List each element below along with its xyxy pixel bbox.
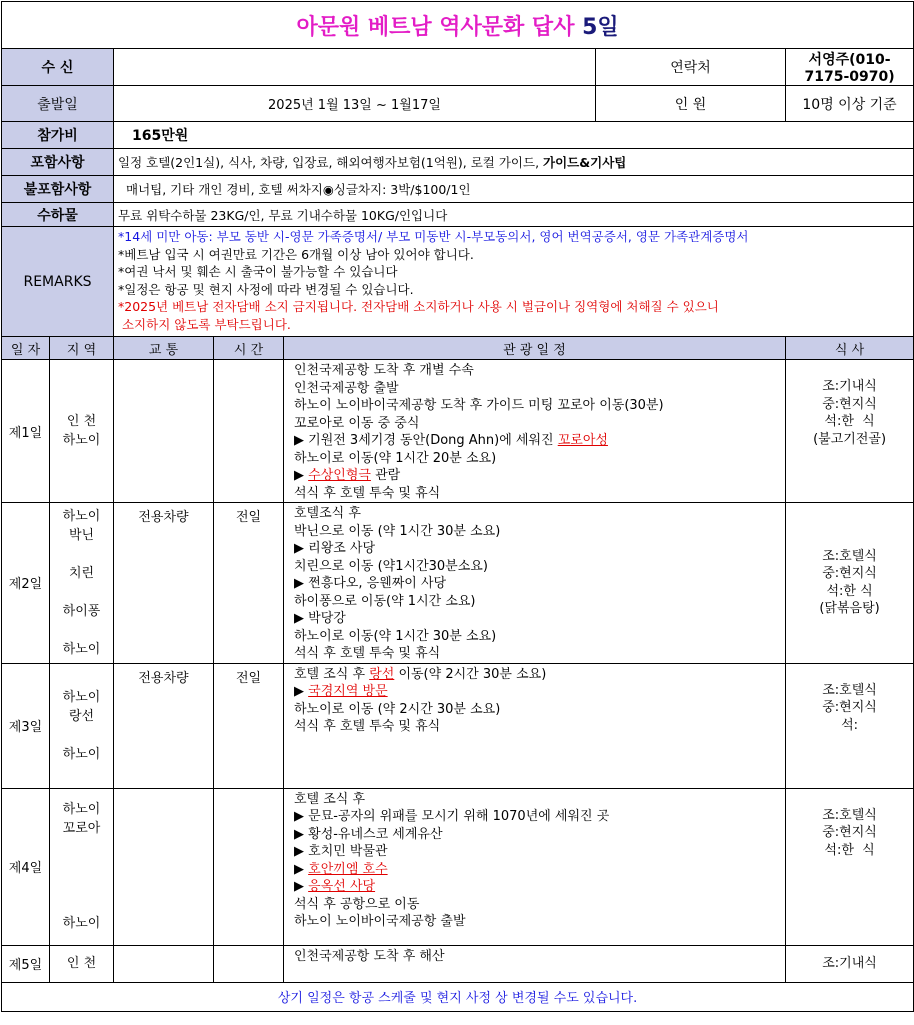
- contact-label: 연락처: [596, 49, 786, 86]
- region-name: 하노이: [62, 508, 101, 524]
- region-name: 박닌: [68, 527, 95, 543]
- schedule-item: [294, 450, 781, 468]
- excluded-value: 매너팁, 기타 개인 경비, 호텔 써차지◉싱글차지: 3박/$100/1인: [114, 176, 914, 203]
- day-time: 전일: [214, 663, 284, 788]
- schedule-text: 치린으로 이동 (약1시간30분소요): [294, 558, 488, 574]
- day-schedule: [284, 503, 786, 664]
- schedule-item: [294, 380, 781, 398]
- baggage-value: 무료 위탁수하물 23KG/인, 무료 기내수하물 10KG/인입니다: [114, 203, 914, 227]
- column-header-day: 일 자: [2, 337, 50, 360]
- schedule-item: [294, 791, 781, 809]
- recipient-value: [114, 49, 596, 86]
- included-value: [114, 149, 914, 176]
- schedule-highlight: 국경지역 방문: [308, 684, 388, 699]
- meal-item: 석:: [841, 717, 859, 733]
- day-schedule: [284, 945, 786, 982]
- schedule-text: 인천국제공항 출발: [294, 380, 399, 396]
- remark-line: *일정은 항공 및 현지 사정에 따라 변경될 수 있습니다.: [118, 281, 414, 297]
- meal-item: 석:한 식: [826, 583, 873, 599]
- remarks-list: [114, 227, 914, 337]
- people-value: 10명 이상 기준: [786, 86, 914, 122]
- remark-line: *14세 미만 아동: 부모 동반 시-영문 가족증명서/ 부모 미동반 시-부모동의서, 영어 번역공증서, 영문 가족관계증명서: [118, 229, 749, 244]
- schedule-text: ▶ 리왕조 사당: [294, 541, 376, 556]
- itinerary-document: [1, 1, 913, 1023]
- schedule-text: 인천국제공항 도착 후 개별 수속: [294, 363, 474, 378]
- day-time: [214, 360, 284, 503]
- day-transport: 전용차량: [114, 503, 214, 664]
- day-row: [2, 663, 914, 788]
- schedule-text: 호텔 조식 후: [294, 791, 366, 807]
- schedule-item: [294, 666, 781, 684]
- document-title: [2, 2, 914, 49]
- schedule-text-after: 이동(약 2시간 30분 소요): [394, 666, 547, 682]
- schedule-item: [294, 540, 781, 558]
- region-name: [54, 876, 109, 895]
- day-transport: 전용차량: [114, 663, 214, 788]
- schedule-item: [294, 523, 781, 541]
- schedule-item: [294, 575, 781, 593]
- day-transport: [114, 788, 214, 945]
- region-name: 꼬로아: [62, 821, 101, 836]
- region-name: 하노이: [62, 802, 101, 817]
- region-name: 랑선: [68, 708, 95, 724]
- meal-item: 조:기내식: [822, 379, 877, 394]
- schedule-item: [294, 558, 781, 576]
- column-header-time: 시 간: [214, 337, 284, 360]
- region-name: 치린: [68, 565, 95, 581]
- schedule-item: [294, 645, 781, 663]
- schedule-text: ▶ 황성-유네스코 세계유산: [294, 826, 443, 842]
- schedule-item: [294, 485, 781, 503]
- region-name: 인 천: [66, 414, 97, 429]
- day-time: [214, 945, 284, 982]
- day-row: [2, 360, 914, 503]
- region-name: 하노이: [62, 689, 101, 705]
- schedule-text: 하노이로 이동(약 1시간 20분 소요): [294, 450, 497, 466]
- baggage-label: 수하물: [2, 203, 114, 227]
- day-row: [2, 945, 914, 982]
- schedule-item: [294, 432, 781, 450]
- day-regions: [50, 360, 114, 503]
- schedule-text: ▶ 박당강: [294, 611, 346, 626]
- departure-label: 출발일: [2, 86, 114, 122]
- region-name: [54, 857, 109, 876]
- column-header-transport: 교 통: [114, 337, 214, 360]
- remark-warning-line: 소지하지 않도록 부탁드립니다.: [118, 316, 291, 332]
- schedule-text: ▶ 기원전 3세기경 동안(Dong Ahn)에 세워진: [294, 433, 558, 448]
- day-label: 제4일: [2, 788, 50, 945]
- day-row: [2, 503, 914, 664]
- schedule-text: 하노이 노이바이국제공항 출발: [294, 914, 466, 929]
- day-schedule: [284, 788, 786, 945]
- schedule-item: [294, 467, 781, 485]
- departure-value: 2025년 1월 13일 ~ 1월17일: [114, 86, 596, 122]
- region-name: [54, 545, 109, 564]
- schedule-text: ▶: [294, 684, 309, 699]
- recipient-label: 수 신: [2, 49, 114, 86]
- remark-warning-line: *2025년 베트남 전자담배 소지 금지됩니다. 전자담배 소지하거나 사용 시 벌금이나 징역형에 처해질 수 있으니: [118, 299, 719, 314]
- day-label: 제5일: [2, 945, 50, 982]
- region-name: 하노이: [62, 641, 101, 657]
- schedule-item: [294, 878, 781, 896]
- meal-item: 석:한 식: [824, 842, 875, 858]
- people-label: 인 원: [596, 86, 786, 122]
- meal-item: 조:호텔식: [822, 548, 877, 564]
- region-name: [54, 838, 109, 857]
- schedule-text: 하노이로 이동(약 1시간 30분 소요): [294, 628, 497, 644]
- schedule-item: [294, 415, 781, 433]
- fee-label: 참가비: [2, 122, 114, 149]
- title-days: 5일: [582, 14, 619, 40]
- schedule-text-after: 관람: [370, 468, 401, 483]
- schedule-item: [294, 683, 781, 701]
- schedule-highlight: 랑선: [369, 666, 395, 682]
- included-bold-text: 가이드&기사팁: [543, 155, 627, 170]
- schedule-item: [294, 610, 781, 628]
- day-label: 제3일: [2, 663, 50, 788]
- schedule-text: ▶ 호치민 박물관: [294, 844, 388, 859]
- day-regions: [50, 788, 114, 945]
- schedule-text: ▶: [294, 879, 309, 894]
- day-meals: [786, 663, 914, 788]
- schedule-item: [294, 896, 781, 914]
- day-time: 전일: [214, 503, 284, 664]
- schedule-item: [294, 843, 781, 861]
- contact-value: 서영주(010-7175-0970): [786, 49, 914, 86]
- schedule-item: [294, 362, 781, 380]
- region-name: 하노이: [62, 916, 101, 931]
- schedule-highlight: 호안끼엠 호수: [308, 861, 388, 877]
- day-regions: [50, 945, 114, 982]
- schedule-text: 하노이 노이바이국제공항 도착 후 가이드 미팅 꼬로아 이동(30분): [294, 398, 664, 413]
- region-name: [54, 621, 109, 640]
- schedule-text: 꼬로아로 이동 중 중식: [294, 415, 420, 431]
- day-label: 제2일: [2, 503, 50, 664]
- day-regions: [50, 663, 114, 788]
- day-meals: [786, 945, 914, 982]
- remark-line: *여권 낙서 및 훼손 시 출국이 불가능할 수 있습니다: [118, 264, 398, 279]
- day-label: 제1일: [2, 360, 50, 503]
- meal-item: (닭볶음탕): [819, 601, 880, 617]
- meal-item: 조:호텔식: [822, 682, 877, 698]
- meal-item: 중:현지식: [822, 700, 877, 715]
- region-name: 하노이: [62, 433, 101, 448]
- day-meals: [786, 360, 914, 503]
- schedule-text: ▶ 쩐흥다오, 응웬짜이 사당: [294, 576, 447, 591]
- region-name: 하노이: [62, 746, 101, 762]
- day-transport: [114, 945, 214, 982]
- day-schedule: [284, 360, 786, 503]
- schedule-text: 호텔 조식 후: [294, 666, 370, 682]
- column-header-meals: 식 사: [786, 337, 914, 360]
- schedule-text: 석식 후 호텔 투숙 및 휴식: [294, 485, 441, 501]
- day-schedule: [284, 663, 786, 788]
- schedule-highlight: 꼬로아성: [557, 433, 608, 448]
- schedule-item: [294, 861, 781, 879]
- schedule-highlight: 응옥선 사당: [308, 879, 376, 894]
- column-header-region: 지 역: [50, 337, 114, 360]
- included-text: 일정 호텔(2인1실), 식사, 차량, 입장료, 해외여행자보험(1억원), 로컬 가이드,: [118, 155, 544, 170]
- schedule-item: [294, 505, 781, 523]
- day-time: [214, 788, 284, 945]
- fee-value: 165만원: [114, 122, 914, 149]
- included-label: 포함사항: [2, 149, 114, 176]
- region-name: [54, 583, 109, 602]
- schedule-item: [294, 913, 781, 931]
- meal-item: 중:현지식: [822, 396, 877, 412]
- schedule-item: [294, 826, 781, 844]
- schedule-highlight: 수상인형극: [308, 468, 371, 483]
- schedule-text: 하노이로 이동 (약 2시간 30분 소요): [294, 701, 501, 717]
- day-meals: [786, 788, 914, 945]
- schedule-text: 하이퐁으로 이동(약 1시간 소요): [294, 593, 476, 609]
- meal-item: 중:현지식: [822, 825, 877, 840]
- meal-item: 중:현지식: [822, 566, 877, 582]
- region-name: 하이퐁: [62, 603, 101, 619]
- schedule-text: 인천국제공항 도착 후 해산: [294, 948, 445, 964]
- schedule-item: [294, 701, 781, 719]
- meal-item: 석:한 식: [824, 414, 875, 429]
- schedule-text: ▶ 문묘-공자의 위패를 모시기 위해 1070년에 세워진 곳: [294, 809, 610, 824]
- meal-item: 조:기내식: [822, 955, 877, 971]
- schedule-item: [294, 718, 781, 736]
- meal-item: (불고기전골): [813, 431, 887, 447]
- schedule-item: [294, 808, 781, 826]
- excluded-label: 불포함사항: [2, 176, 114, 203]
- column-header-schedule: 관 광 일 정: [284, 337, 786, 360]
- schedule-item: [294, 593, 781, 611]
- title-main: 아문원 베트남 역사문화 답사: [296, 14, 583, 40]
- region-name: 인 천: [66, 956, 97, 971]
- schedule-text: ▶: [294, 861, 309, 877]
- schedule-item: [294, 948, 781, 966]
- schedule-item: [294, 628, 781, 646]
- schedule-text: 박닌으로 이동 (약 1시간 30분 소요): [294, 523, 501, 539]
- region-name: [54, 895, 109, 914]
- schedule-item: [294, 397, 781, 415]
- itinerary-table: [1, 1, 914, 1012]
- schedule-text: ▶: [294, 468, 309, 483]
- meal-item: 조:호텔식: [822, 807, 877, 823]
- day-regions: [50, 503, 114, 664]
- remarks-label: REMARKS: [2, 227, 114, 337]
- day-transport: [114, 360, 214, 503]
- schedule-text: 석식 후 호텔 투숙 및 휴식: [294, 646, 441, 661]
- schedule-text: 석식 후 호텔 투숙 및 휴식: [294, 719, 441, 734]
- remark-line: *베트남 입국 시 여권만료 기간은 6개월 이상 남아 있어야 합니다.: [118, 246, 474, 262]
- day-meals: [786, 503, 914, 664]
- schedule-text: 석식 후 공항으로 이동: [294, 896, 420, 912]
- schedule-text: 호텔조식 후: [294, 506, 361, 521]
- footer-note: 상기 일정은 항공 스케줄 및 현지 사정 상 변경될 수도 있습니다.: [2, 982, 914, 1011]
- day-row: [2, 788, 914, 945]
- region-name: [54, 726, 109, 745]
